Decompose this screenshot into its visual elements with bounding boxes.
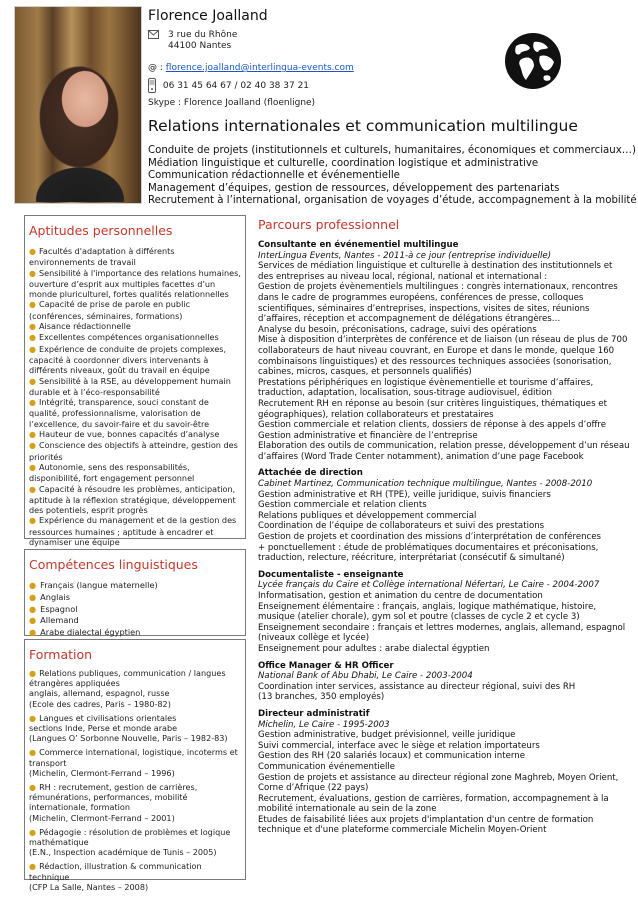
address-line-1: 3 rue du Rhône	[168, 30, 238, 40]
formation-text: Pédagogie : résolution de problèmes et logique mathématique	[29, 826, 231, 848]
job-title: Office Manager & HR Officer	[258, 660, 394, 671]
job-line: musique (atelier chorale), gym sol et poutre (classes de cycle 2 et cycle 3)	[258, 612, 580, 623]
job-title: Documentaliste - enseignante	[258, 569, 404, 580]
job-line: dans le cadre de programmes européens, conférences de presse, colloques	[258, 292, 584, 303]
aptitude-item	[29, 376, 241, 398]
envelope-icon	[148, 30, 168, 52]
job-line: collaborateurs de haut niveau couvrant, en Europe et dans le monde, quelque 160	[258, 345, 615, 356]
aptitude-text: Capacité de prise de parole en public (conférences, séminaires, formations)	[29, 299, 191, 321]
job-line: Communication événementielle	[258, 761, 396, 772]
job-entry	[258, 709, 634, 836]
aptitude-item	[29, 397, 241, 429]
profile-photo-body	[14, 150, 140, 202]
bullet-icon: ●	[29, 580, 37, 590]
job-line: Gestion administrative et financière de l’entreprise	[258, 430, 478, 441]
job-line: Etudes de faisabilité liées aux projets d'implantation d'un centre de formation	[258, 814, 594, 825]
language-item	[29, 615, 241, 627]
formation-line	[29, 861, 241, 881]
formation-item	[29, 713, 241, 744]
bullet-icon: ●	[29, 627, 37, 638]
phone-line	[148, 78, 309, 97]
language-item	[29, 604, 241, 616]
job-line: Prestations périphériques en logistique évènementielle et tourisme d’affaires,	[258, 377, 594, 388]
formation-line	[29, 827, 241, 847]
formation-text: anglais, allemand, espagnol, russe	[29, 688, 170, 699]
job-line: Gestion administrative, budget prévisionnel, veille juridique	[258, 730, 516, 741]
aptitudes-box	[24, 215, 246, 548]
aptitude-item	[29, 299, 241, 321]
languages-list	[29, 580, 241, 639]
bullet-icon: ●	[29, 441, 36, 451]
aptitude-text: Capacité à résoudre les problèmes, anticipation, aptitude à la réflexion stratégique, développement des potentiels, esprit progrès	[29, 483, 236, 516]
phone-number: 06 31 45 64 67 / 02 40 38 37 21	[162, 81, 310, 91]
bullet-icon: ●	[29, 782, 37, 793]
job-subtitle: Cabinet Martinez, Communication technique multilingue, Nantes - 2008-2010	[258, 479, 593, 490]
language-text: Français (langue maternelle)	[40, 580, 158, 590]
formation-item	[29, 747, 241, 778]
formation-list	[29, 668, 241, 892]
language-text: Anglais	[40, 591, 70, 602]
language-text: Allemand	[40, 615, 79, 626]
languages-box	[24, 549, 246, 636]
job-line: Recrutement, évaluations, gestion de carrières, formation, accompagnement à la	[258, 793, 609, 804]
bullet-icon: ●	[29, 861, 37, 872]
aptitude-text: Conscience des objectifs à atteindre, gestion des priorités	[29, 440, 238, 462]
job-line: Corne d’Afrique (22 pays)	[258, 783, 369, 794]
bullet-icon: ●	[29, 484, 36, 494]
summary-line: Communication rédactionnelle et événementielle	[148, 170, 400, 182]
aptitude-text: Facultés d'adaptation à différents environnements de travail	[29, 246, 175, 268]
job-subtitle: Lycée français du Caire et Collège international Néfertari, Le Caire - 2004-2007	[258, 580, 600, 591]
bullet-icon: ●	[29, 344, 36, 354]
bullet-icon: ●	[29, 333, 36, 343]
job-line: d’affaires, réception et accompagnement de délégations étrangères…	[258, 314, 561, 325]
email-line	[148, 63, 354, 74]
aptitude-item	[29, 344, 241, 376]
globe-logo	[504, 32, 562, 90]
phone-icon	[148, 78, 158, 97]
job-line: Mise à disposition d’interprètes de conférence et de liaison (un réseau de plus de 700	[258, 335, 628, 346]
aptitude-item	[29, 332, 241, 343]
bullet-icon: ●	[29, 747, 37, 758]
job-line: des entreprises au niveau local, régional, national et international :	[258, 271, 548, 282]
job-line: Coordination de l’équipe de collaborateurs et suivi des prestations	[258, 521, 545, 532]
job-line: Services de médiation linguistique et culturelle à destination des institutionnels et	[258, 261, 613, 272]
formation-text: (Ecole des cadres, Paris – 1980-82)	[29, 698, 171, 709]
bullet-icon: ●	[29, 603, 37, 614]
aptitudes-title: Aptitudes personnelles	[29, 223, 173, 238]
job-line: Elaboration des outils de communication, relation presse, développement d’un réseau	[258, 441, 630, 452]
bullet-icon: ●	[29, 376, 36, 386]
aptitude-text: Hauteur de vue, bonnes capacités d’analyse	[38, 429, 220, 440]
job-subtitle: National Bank of Abu Dhabi, Le Caire - 2003-2004	[258, 671, 473, 682]
job-title: Attachée de direction	[258, 468, 363, 479]
formation-text: (Michelin, Clermont-Ferrand – 1996)	[29, 767, 175, 778]
person-name: Florence Joalland	[148, 8, 268, 24]
job-line: Gestion de projets évènementiels multilingues : congrès internationaux, rencontres	[258, 282, 618, 293]
aptitude-item	[29, 321, 241, 332]
job-line: Enseignement élémentaire : français, anglais, logique mathématique, histoire,	[258, 601, 597, 612]
formation-text: sections Inde, Perse et monde arabe	[29, 723, 178, 734]
job-line: Gestion administrative et RH (TPE), veille juridique, suivis financiers	[258, 489, 551, 500]
formation-text: (Langues O’ Sorbonne Nouvelle, Paris – 1982-83)	[29, 733, 228, 744]
summary-line: Management d’équipes, gestion de ressources, développement des partenariats	[148, 182, 560, 194]
job-line: Gestion de projets et coordination des missions d’interprétation de conférences	[258, 532, 602, 543]
summary-line: Médiation linguistique et culturelle, coordination logistique et administrative	[148, 157, 539, 169]
aptitude-item	[29, 246, 241, 268]
formation-line	[29, 847, 241, 857]
summary	[148, 145, 637, 208]
language-item	[29, 580, 241, 592]
job-line: cabines, micros, casques, et personnels qualifiés)	[258, 367, 472, 378]
job-line: combinaisons linguistiques) et des ressources techniques associées (sonorisation,	[258, 356, 612, 367]
job-line: Relations publiques et développement commercial	[258, 510, 477, 521]
aptitudes-list	[29, 246, 241, 547]
bullet-icon: ●	[29, 826, 37, 837]
aptitude-text: Intégrité, transparence, souci constant de qualité, professionnalisme, valorisation de l’excellence, du savoir-faire et du savoir-être	[29, 397, 210, 429]
aptitude-text: Autonomie, sens des responsabilités, disponibilité, fort engagement personnel	[29, 461, 195, 484]
bullet-icon: ●	[29, 430, 36, 440]
job-line: Recrutement RH en réponse au besoin (sur critères linguistiques, thématiques et	[258, 398, 607, 409]
job-line: Enseignement secondaire : français et lettres modernes, anglais, allemand, espagnol	[258, 622, 626, 633]
job-entry	[258, 570, 634, 655]
job-entry	[258, 240, 634, 462]
aptitude-text: Excellentes compétences organisationnelles	[38, 332, 219, 343]
address-block	[148, 30, 488, 52]
formation-line	[29, 668, 241, 688]
job-entry	[258, 661, 634, 703]
job-line: Gestion commerciale et relation clients, dossiers de réponse à des appels d’offre	[258, 420, 607, 431]
job-title: Directeur administratif	[258, 708, 370, 719]
bullet-icon: ●	[29, 300, 36, 310]
parcours-title: Parcours professionnel	[258, 217, 400, 232]
job-title: Consultante en événementiel multilingue	[258, 240, 459, 250]
email-prefix: @ :	[148, 63, 163, 73]
formation-text: Relations publiques, communication / langues étrangères appliquées	[29, 668, 226, 689]
formation-text: RH : recrutement, gestion de carrières, rémunérations, performances, mobilité internationale, formation	[29, 782, 198, 813]
job-line: technique et d'une plateforme commerciale Michelin Moyen-Orient	[258, 825, 547, 836]
language-text: Arabe dialectal égyptien	[40, 627, 141, 638]
bullet-icon: ●	[29, 615, 37, 626]
aptitude-item	[29, 440, 241, 462]
aptitude-text: Sensibilité à la RSE, au développement humain durable et à l’éco-responsabilité	[29, 375, 231, 397]
formation-box	[24, 639, 246, 892]
formation-line	[29, 768, 241, 778]
job-line: Gestion des RH (20 salariés locaux) et communication interne	[258, 751, 526, 762]
job-line: géographiques), relation collaborateurs et prestataires	[258, 409, 494, 420]
summary-line: Recrutement à l’international, organisation de voyages d’étude, accompagnement à la mobilité	[148, 195, 637, 207]
aptitude-item	[29, 515, 241, 547]
job-line: Suivi commercial, interface avec le siège et relation importateurs	[258, 740, 540, 751]
job-line: Analyse du besoin, préconisations, cadrage, suivi des opérations	[258, 324, 537, 335]
job-line: Gestion commerciale et relation clients	[258, 500, 427, 511]
formation-line	[29, 733, 241, 743]
bullet-icon: ●	[29, 268, 36, 278]
aptitude-item	[29, 268, 241, 300]
aptitude-text: Aisance rédactionnelle	[38, 321, 131, 332]
bullet-icon: ●	[29, 591, 37, 602]
languages-title: Compétences linguistiques	[29, 557, 198, 572]
formation-text: (Michelin, Clermont-Ferrand – 2001)	[29, 812, 175, 823]
formation-text: (E.N., Inspection académique de Tunis – 2005)	[29, 847, 217, 858]
formation-item	[29, 668, 241, 709]
bullet-icon: ●	[29, 516, 36, 526]
formation-item	[29, 782, 241, 823]
formation-text: Rédaction, illustration & communication technique	[29, 861, 202, 882]
bullet-icon: ●	[29, 398, 36, 408]
headline: Relations internationales et communication multilingue	[148, 117, 578, 135]
bullet-icon: ●	[29, 247, 36, 256]
summary-line: Conduite de projets (institutionnels et culturels, humanitaires, économiques et commerciaux…)	[148, 145, 636, 156]
job-line: (13 branches, 350 employés)	[258, 692, 385, 703]
aptitude-item	[29, 429, 241, 440]
aptitude-text: Expérience de conduite de projets complexes, capacité à coordonner divers intervenants à différents niveaux, goût du travail en équipe	[29, 343, 227, 376]
formation-line	[29, 688, 241, 698]
job-line: (niveaux collège et lycée)	[258, 633, 370, 644]
formation-line	[29, 882, 241, 892]
job-line: + ponctuellement : étude de problématiques documentaires et préconisations,	[258, 542, 599, 553]
aptitude-text: Sensibilité à l'importance des relations humaines, ouverture d’esprit aux multiples facettes d’un monde pluriculturel, fortes qualités relationnelles	[29, 267, 241, 300]
formation-line	[29, 747, 241, 767]
address-line-2: 44100 Nantes	[168, 41, 232, 51]
formation-line	[29, 723, 241, 733]
job-line: Coordination inter services, assistance au directeur régional, suivi des RH	[258, 681, 576, 692]
bullet-icon: ●	[29, 462, 36, 472]
formation-text: (CFP La Salle, Nantes – 2008)	[29, 881, 149, 892]
formation-title: Formation	[29, 647, 93, 662]
formation-line	[29, 699, 241, 709]
job-line: mobilité internationale au sein de la zone	[258, 804, 437, 815]
formation-item	[29, 861, 241, 892]
skype-line: Skype : Florence Joalland (floenligne)	[148, 98, 316, 108]
language-item	[29, 592, 241, 604]
jobs-list	[258, 240, 634, 842]
job-line: d’affaires (Word Trade Center notamment), animation d’une page Facebook	[258, 451, 584, 462]
job-line: traduction, adaptation, localisation, sous-titrage audiovisuel, édition	[258, 388, 552, 399]
bullet-icon: ●	[29, 712, 37, 723]
language-item	[29, 627, 241, 639]
job-line: Gestion de projets et assistance au directeur régional zone Maghreb, Moyen Orient,	[258, 772, 619, 783]
formation-line	[29, 813, 241, 823]
job-subtitle: Michelin, Le Caire - 1995-2003	[258, 719, 390, 730]
formation-text: Langues et civilisations orientales	[39, 712, 177, 723]
formation-item	[29, 827, 241, 858]
job-line: Enseignement pour adultes : arabe dialectal égyptien	[258, 643, 490, 654]
job-line: scientifiques, séminaires d’entreprises, inspections, visites de sites, réunions	[258, 303, 590, 314]
formation-text: Commerce international, logistique, incoterms et transport	[29, 747, 238, 768]
formation-line	[29, 782, 241, 813]
email-link[interactable]: florence.joalland@interlingua-events.com	[165, 63, 354, 73]
bullet-icon: ●	[29, 668, 37, 678]
job-line: traduction, relecture, réécriture, interprétariat (consécutif & simultané)	[258, 553, 565, 564]
aptitude-item	[29, 462, 241, 484]
language-text: Espagnol	[40, 603, 78, 614]
formation-line	[29, 713, 241, 723]
aptitude-item	[29, 484, 241, 516]
job-entry	[258, 468, 634, 563]
bullet-icon: ●	[29, 322, 36, 332]
job-subtitle: InterLingua Events, Nantes - 2011-à ce jour (entreprise individuelle)	[258, 250, 552, 261]
aptitude-text: Expérience du management et de la gestion des ressources humaines ; aptitude à encadrer et dynamiser une équipe	[29, 515, 237, 548]
job-line: Informatisation, gestion et animation du centre de documentation	[258, 591, 543, 601]
